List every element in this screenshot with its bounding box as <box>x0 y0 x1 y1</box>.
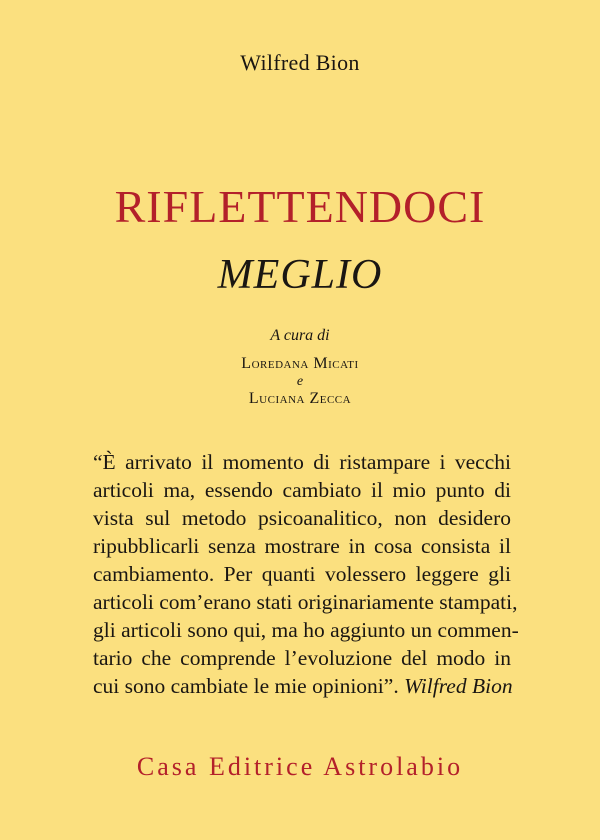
curators-block <box>0 327 600 408</box>
quote-line: tario che comprende l’evoluzione del modo in <box>93 646 511 670</box>
quote-line: vista sul metodo psicoanalitico, non desidero <box>93 506 511 530</box>
quote-last-line <box>93 672 511 700</box>
back-quote <box>93 448 519 700</box>
quote-line: cui sono cambiate le mie opinioni”. <box>93 674 399 698</box>
quote-line: ripubblicarli senza mostrare in cosa consista il <box>93 534 511 558</box>
book-title: RIFLETTENDOCI <box>114 181 486 232</box>
quote-line: articoli com’erano stati originariamente stampati, <box>93 590 518 614</box>
quote-line: cambiamento. Per quanti volessero leggere gli <box>93 562 511 586</box>
quote-signature: Wilfred Bion <box>404 674 513 698</box>
quote-line: gli articoli sono qui, ma ho aggiunto un commen- <box>93 618 519 642</box>
author-name: Wilfred Bion <box>240 50 360 75</box>
quote-line: “È arrivato il momento di ristampare i vecchi <box>93 450 511 474</box>
curators-conjunction: e <box>296 374 304 389</box>
publisher-name: Casa Editrice Astrolabio <box>136 752 464 781</box>
quote-line: articoli ma, essendo cambiato il mio punto di <box>93 478 511 502</box>
curator-name-2: Luciana Zecca <box>248 390 352 407</box>
curators-label: A cura di <box>270 327 330 344</box>
curator-name-1: Loredana Micati <box>241 355 359 372</box>
book-subtitle: MEGLIO <box>217 252 383 298</box>
